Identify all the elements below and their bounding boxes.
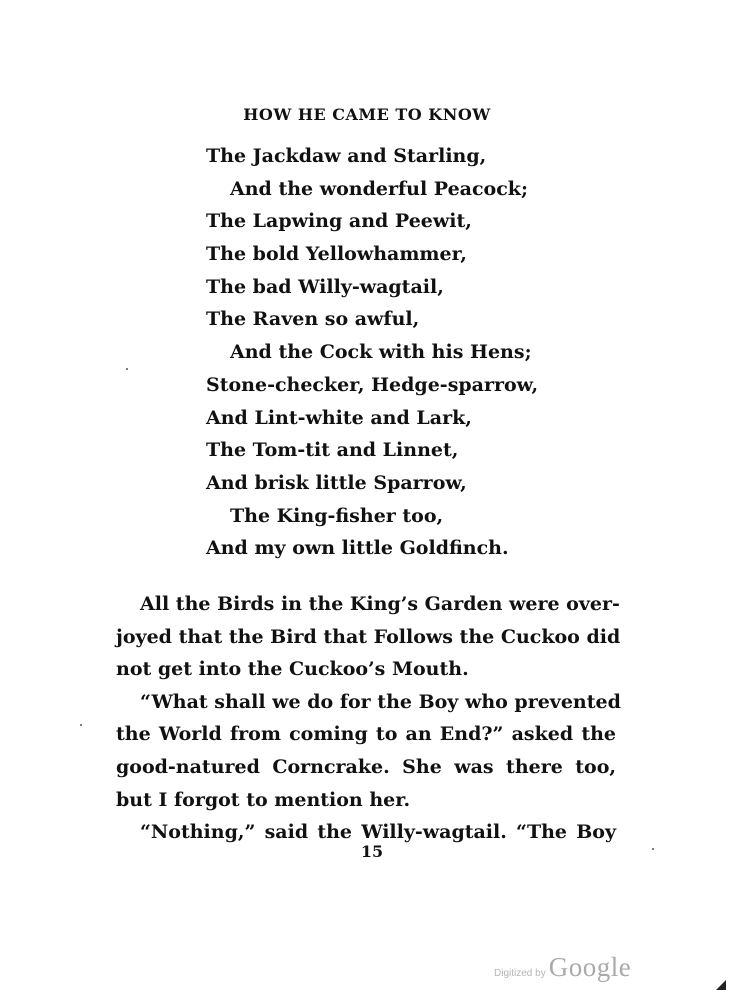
corner-triangle-icon	[716, 980, 726, 990]
poem-line: And my own little Goldfinch.	[206, 537, 509, 560]
text-line: joyed that the Bird that Follows the Cuckoo did	[116, 625, 621, 648]
poem-line: The Raven so awful,	[206, 308, 420, 331]
text-line: good-natured Corncrake. She was there too,	[116, 755, 616, 778]
paragraph	[116, 686, 621, 816]
poem-line: And the Cock with his Hens;	[230, 341, 532, 364]
poem-line: And Lint-white and Lark,	[206, 406, 472, 429]
text-line: the World from coming to an End?” asked the	[116, 723, 616, 746]
scan-speck	[80, 724, 82, 726]
text-line: “Nothing,” said the Willy-wagtail. “The Boy	[140, 821, 616, 844]
poem-line: The Lapwing and Peewit,	[206, 210, 472, 233]
poem-line: The Tom-tit and Linnet,	[206, 439, 459, 462]
digitized-watermark	[494, 952, 631, 983]
poem-stanza	[206, 140, 626, 565]
text-line: but I forgot to mention her.	[116, 788, 411, 811]
poem-line: The bold Yellowhammer,	[206, 243, 467, 266]
paragraph	[116, 588, 621, 686]
page-number: 15	[360, 842, 384, 861]
running-head: HOW HE CAME TO KNOW	[243, 105, 491, 124]
text-line: not get into the Cuckoo’s Mouth.	[116, 658, 469, 681]
scan-speck	[652, 848, 654, 850]
poem-line: Stone-checker, Hedge-sparrow,	[206, 373, 539, 396]
poem-line: The bad Willy-wagtail,	[206, 275, 444, 298]
text-line: All the Birds in the King’s Garden were over-	[140, 593, 620, 615]
poem-line: The Jackdaw and Starling,	[206, 145, 487, 167]
scan-speck	[126, 368, 128, 370]
poem-line: The King-fisher too,	[230, 504, 444, 527]
google-logo: Google	[548, 952, 632, 982]
prose-body	[116, 588, 621, 849]
watermark-prefix: Digitized by	[494, 968, 546, 979]
poem-line: And the wonderful Peacock;	[230, 177, 528, 200]
poem-line: And brisk little Sparrow,	[206, 471, 467, 494]
text-line: “What shall we do for the Boy who prevented	[140, 690, 621, 713]
